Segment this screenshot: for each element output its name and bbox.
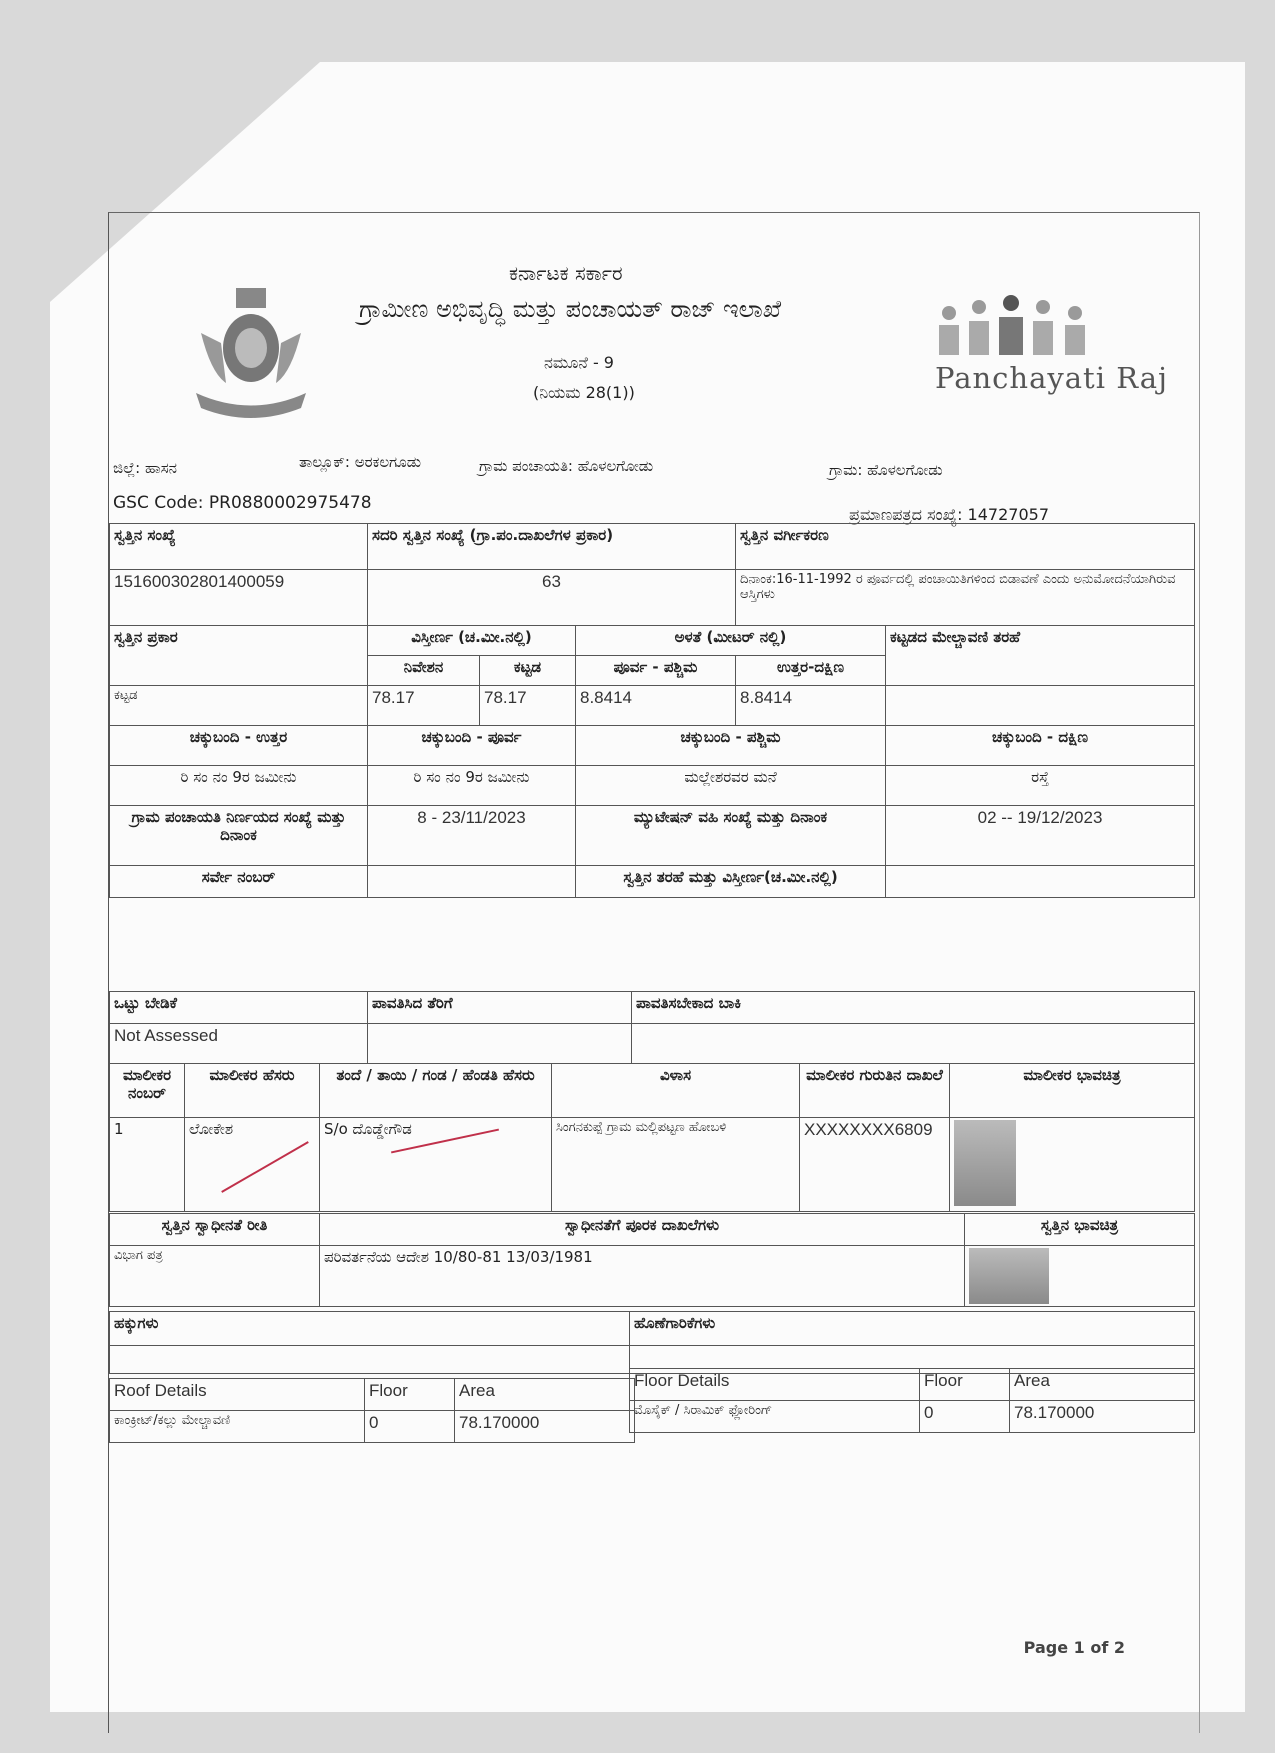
dept-title: ಗ್ರಾಮೀಣ ಅಭಿವೃದ್ಧಿ ಮತ್ತು ಪಂಚಾಯತ್ ರಾಜ್ ಇಲಾಖೆ	[359, 295, 782, 323]
roof-type-label: ಕಟ್ಟಡದ ಮೇಲ್ಚಾವಣಿ ತರಹೆ	[886, 626, 1195, 686]
property-photo-label: ಸ್ವತ್ತಿನ ಭಾವಚಿತ್ರ	[965, 1214, 1195, 1246]
owner-id: XXXXXXXX6809	[800, 1118, 950, 1212]
rights-table	[109, 1311, 1195, 1374]
property-photo-cell	[965, 1246, 1195, 1307]
dimension-label: ಅಳತೆ (ಮೀಟರ್ ನಲ್ಲಿ)	[576, 626, 886, 656]
roof-details-label: Roof Details	[110, 1379, 365, 1411]
owner-name-cell	[185, 1118, 320, 1212]
classification: ದಿನಾಂಕ:16-11-1992 ರ ಪೂರ್ವದಲ್ಲಿ ಪಂಚಾಯಿತಿಗಳಿಂದ ಬಿಡಾವಣೆ ಎಂದು ಅನುಮೋದನೆಯಾಗಿರುವ ಆಸ್ತಿಗಳು	[736, 570, 1195, 626]
roof-type: ಕಾಂಕ್ರೀಟ್/ಕಲ್ಲು ಮೇಲ್ಚಾವಣಿ	[110, 1411, 365, 1443]
total-demand: Not Assessed	[110, 1024, 368, 1064]
owner-photo-cell	[950, 1118, 1195, 1212]
owner-no-label: ಮಾಲೀಕರ ನಂಬರ್	[110, 1064, 185, 1118]
east-west: 8.8414	[576, 686, 736, 726]
panchayati-raj-logo	[929, 293, 1168, 403]
page-number: Page 1 of 2	[1023, 1638, 1125, 1657]
people-group-icon	[929, 293, 1129, 363]
gov-title: ಕರ್ನಾಟಕ ಸರ್ಕಾರ	[509, 261, 623, 285]
boundary-north: ರಿ ಸಂ ನಂ 9ರ ಜಮೀನು	[110, 766, 368, 806]
rights-label: ಹಕ್ಕುಗಳು	[110, 1312, 630, 1346]
roof-floor-header: Floor	[365, 1379, 455, 1411]
due-label: ಪಾವತಿಸಬೇಕಾದ ಬಾಕಿ	[632, 992, 1195, 1024]
property-kind-label: ಸ್ವತ್ತಿನ ತರಹೆ ಮತ್ತು ವಿಸ್ತೀರ್ಣ(ಚ.ಮೀ.ನಲ್ಲಿ)	[576, 866, 886, 898]
site-area: 78.17	[368, 686, 480, 726]
boundary-south-label: ಚಕ್ಕುಬಂದಿ - ದಕ್ಷಿಣ	[886, 726, 1195, 766]
address: ಸಿಂಗನಕುಪ್ಪೆ ಗ್ರಾಮ ಮಲ್ಲಿಪಟ್ಟಣ ಹೋಬಳಿ	[552, 1118, 800, 1212]
district: ಜಿಲ್ಲೆ: ಹಾಸನ	[113, 459, 178, 477]
floor-type: ಮೊಸೈಕ್ / ಸಿರಾಮಿಕ್ ಫ್ಲೋರಿಂಗ್	[630, 1401, 920, 1433]
paid-label: ಪಾವತಿಸಿದ ತೆರಿಗೆ	[368, 992, 632, 1024]
floor-floor: 0	[920, 1401, 1010, 1433]
site-label: ನಿವೇಶನ	[368, 656, 480, 686]
floor-area-header: Area	[1010, 1369, 1195, 1401]
decision-value: 8 - 23/11/2023	[368, 806, 576, 866]
acquisition-mode-label: ಸ್ವತ್ತಿನ ಸ್ವಾಧೀನತೆ ರೀತಿ	[110, 1214, 320, 1246]
owner-table	[109, 1063, 1195, 1212]
tax-due	[632, 1024, 1195, 1064]
boundary-south: ರಸ್ತೆ	[886, 766, 1195, 806]
roof-area-header: Area	[455, 1379, 635, 1411]
owner-name-label: ಮಾಲೀಕರ ಹೆಸರು	[185, 1064, 320, 1118]
old-no: 63	[368, 570, 736, 626]
boundary-east: ರಿ ಸಂ ನಂ 9ರ ಜಮೀನು	[368, 766, 576, 806]
form-rule: (ನಿಯಮ 28(1))	[533, 383, 635, 402]
floor-floor-header: Floor	[920, 1369, 1010, 1401]
demand-label: ಒಟ್ಟು ಬೇಡಿಕೆ	[110, 992, 368, 1024]
roof-area: 78.170000	[455, 1411, 635, 1443]
old-no-label: ಸದರಿ ಸ್ವತ್ತಿನ ಸಂಖ್ಯೆ (ಗ್ರಾ.ಪಂ.ದಾಖಲೆಗಳ ಪ್ರಕಾರ)	[368, 524, 736, 570]
property-table	[109, 523, 1195, 898]
acquisition-docs-label: ಸ್ವಾಧೀನತೆಗೆ ಪೂರಕ ದಾಖಲೆಗಳು	[320, 1214, 965, 1246]
boundary-east-label: ಚಕ್ಕುಬಂದಿ - ಪೂರ್ವ	[368, 726, 576, 766]
acquisition-table	[109, 1213, 1195, 1307]
ink-mark	[221, 1141, 309, 1193]
certificate-number: ಪ್ರಮಾಣಪತ್ರದ ಸಂಖ್ಯೆ: 14727057	[849, 505, 1049, 524]
floor-area: 78.170000	[1010, 1401, 1195, 1433]
building-area: 78.17	[480, 686, 576, 726]
boundary-north-label: ಚಕ್ಕುಬಂದಿ - ಉತ್ತರ	[110, 726, 368, 766]
gsc-code: GSC Code: PR0880002975478	[113, 493, 372, 513]
address-label: ವಿಳಾಸ	[552, 1064, 800, 1118]
mutation-value: 02 -- 19/12/2023	[886, 806, 1195, 866]
form-frame	[108, 212, 1200, 1733]
liabilities-label: ಹೊಣೆಗಾರಿಕೆಗಳು	[630, 1312, 1195, 1346]
taluk: ತಾಲ್ಲೂಕ್: ಅರಕಲಗೂಡು	[299, 453, 422, 471]
form-number: ನಮೂನೆ - 9	[544, 353, 614, 372]
floor-details-label: Floor Details	[630, 1369, 920, 1401]
acquisition-docs: ಪರಿವರ್ತನೆಯ ಆದೇಶ 10/80-81 13/03/1981	[320, 1246, 965, 1307]
area-label: ವಿಸ್ತೀರ್ಣ (ಚ.ಮೀ.ನಲ್ಲಿ)	[368, 626, 576, 656]
karnataka-emblem-icon	[181, 283, 321, 423]
boundary-west: ಮಲ್ಲೇಶರವರ ಮನೆ	[576, 766, 886, 806]
gram-panchayat: ಗ್ರಾಮ ಪಂಚಾಯತಿ: ಹೊಳಲಗೋಡು	[479, 457, 654, 475]
owner-photo-label: ಮಾಲೀಕರ ಭಾವಚಿತ್ರ	[950, 1064, 1195, 1118]
classification-label: ಸ್ವತ್ತಿನ ವರ್ಗೀಕರಣ	[736, 524, 1195, 570]
decision-label: ಗ್ರಾಮ ಪಂಚಾಯತಿ ನಿರ್ಣಯದ ಸಂಖ್ಯೆ ಮತ್ತು ದಿನಾಂಕ	[110, 806, 368, 866]
relation-name: S/o ದೊಡ್ಡೇಗೌಡ	[324, 1120, 412, 1138]
survey-value	[368, 866, 576, 898]
property-no-label: ಸ್ವತ್ತಿನ ಸಂಖ್ಯೆ	[110, 524, 368, 570]
boundary-west-label: ಚಕ್ಕುಬಂದಿ - ಪಶ್ಚಿಮ	[576, 726, 886, 766]
owner-no: 1	[110, 1118, 185, 1212]
rights	[110, 1346, 630, 1374]
roof-table	[109, 1378, 635, 1443]
property-no: 151600302801400059	[110, 570, 368, 626]
document-sheet	[50, 62, 1245, 1712]
relation-cell	[320, 1118, 552, 1212]
mutation-label: ಮ್ಯುಟೇಷನ್ ವಹಿ ಸಂಖ್ಯೆ ಮತ್ತು ದಿನಾಂಕ	[576, 806, 886, 866]
owner-id-label: ಮಾಲೀಕರ ಗುರುತಿನ ದಾಖಲೆ	[800, 1064, 950, 1118]
property-type-label: ಸ್ವತ್ತಿನ ಪ್ರಕಾರ	[110, 626, 368, 686]
owner-photo	[954, 1120, 1016, 1206]
property-photo	[969, 1248, 1049, 1304]
village: ಗ್ರಾಮ: ಹೊಳಲಗೋಡು	[829, 461, 943, 479]
floor-table	[629, 1368, 1195, 1433]
acquisition-mode: ವಿಭಾಗ ಪತ್ರ	[110, 1246, 320, 1307]
north-south-label: ಉತ್ತರ-ದಕ್ಷಿಣ	[736, 656, 886, 686]
north-south: 8.8414	[736, 686, 886, 726]
tax-table	[109, 991, 1195, 1064]
building-label: ಕಟ್ಟಡ	[480, 656, 576, 686]
relation-label: ತಂದೆ / ತಾಯಿ / ಗಂಡ / ಹೆಂಡತಿ ಹೆಸರು	[320, 1064, 552, 1118]
roof-type	[886, 686, 1195, 726]
panchayati-raj-text: Panchayati Raj	[935, 361, 1168, 395]
roof-floor: 0	[365, 1411, 455, 1443]
property-kind	[886, 866, 1195, 898]
property-type: ಕಟ್ಟಡ	[110, 686, 368, 726]
tax-paid	[368, 1024, 632, 1064]
east-west-label: ಪೂರ್ವ - ಪಶ್ಚಿಮ	[576, 656, 736, 686]
survey-label: ಸರ್ವೇ ನಂಬರ್	[110, 866, 368, 898]
owner-name: ಲೋಕೇಶ	[189, 1120, 234, 1138]
